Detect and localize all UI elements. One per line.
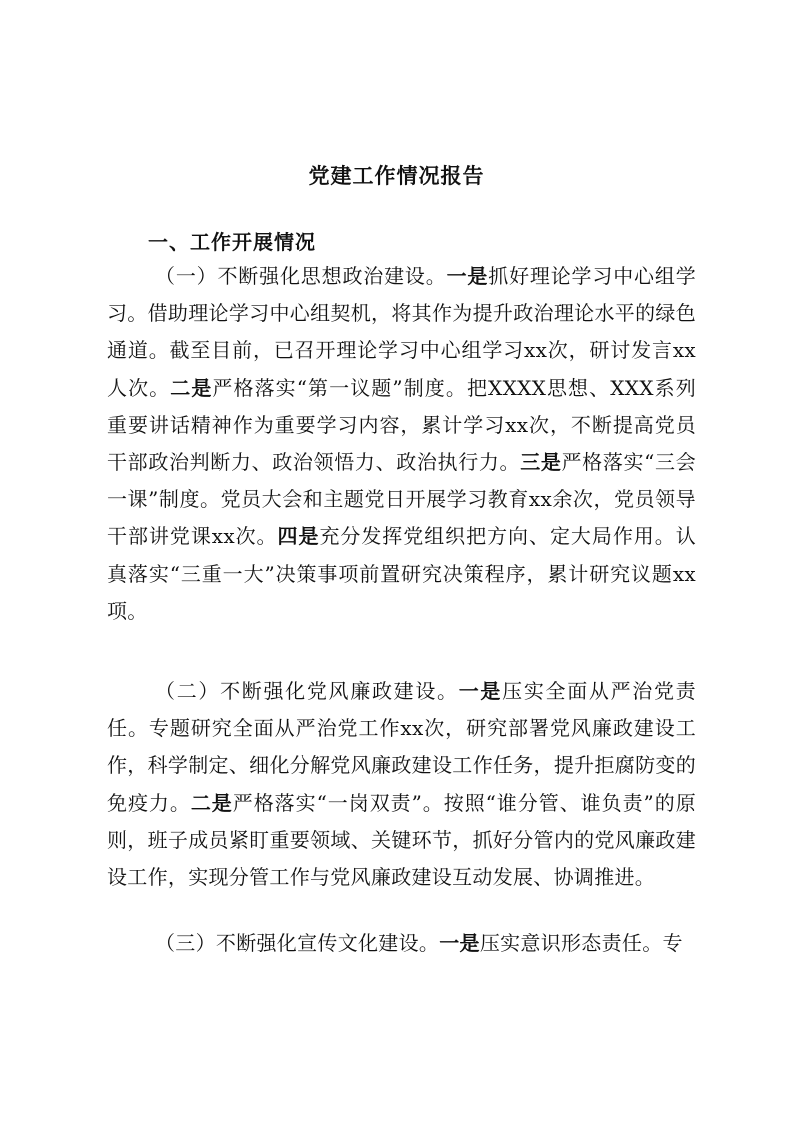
section-heading: 一、工作开展情况 (148, 230, 316, 254)
document-title: 党建工作情况报告 (308, 164, 485, 188)
paragraph-publicity-culture (107, 925, 696, 962)
paragraph-text: 充分发挥党组织把方向、定大局作用。认真落实“三重一大”决策事项前置研究决策程序，累计研究议题xx项。 (107, 524, 696, 623)
paragraph-text: 严格落实“第一议题”制度。把XXXX思想、XXX系列重要讲话精神作为重要学习内容，累计学习xx次，不断提高党员干部政治判断力、政治领悟力、政治执行力。 (107, 375, 696, 475)
emphasis-label: 二是 (190, 790, 233, 815)
emphasis-label: 三是 (520, 450, 562, 475)
emphasis-label: 四是 (277, 524, 320, 549)
paragraph-integrity-construction (107, 673, 696, 896)
paragraph-text: 严格落实“三会一课”制度。党员大会和主题党日开展学习教育xx余次，党员领导干部讲党课xx次。 (107, 450, 696, 549)
emphasis-label: 一是 (446, 264, 489, 288)
paragraph-text: （二）不断强化党风廉政建设。 (155, 679, 459, 703)
paragraph-text: 严格落实“一岗双责”。按照“谁分管、谁负责”的原则，班子成员紧盯重要领域、关键环节，抓好分管内的党风廉政建设工作，实现分管工作与党风廉政建设互动发展、协调推进。 (107, 790, 696, 890)
paragraph-ideological-construction (107, 258, 696, 630)
paragraph-text: 抓好理论学习中心组学习。借助理论学习中心组契机，将其作为提升政治理论水平的绿色通道。截至目前，已召开理论学习中心组学习xx次，研讨发言xx人次。 (107, 264, 696, 400)
emphasis-label: 一是 (439, 931, 480, 955)
paragraph-text: 压实全面从严治党责任。专题研究全面从严治党工作xx次，研究部署党风廉政建设工作，科学制定、细化分解党风廉政建设工作任务，提升拒腐防变的免疫力。 (107, 679, 696, 815)
paragraph-text: （三）不断强化宣传文化建设。 (155, 931, 440, 955)
paragraph-text: 压实意识形态责任。专 (479, 931, 683, 955)
emphasis-label: 一是 (458, 679, 503, 703)
paragraph-text: （一）不断强化思想政治建设。 (155, 264, 447, 288)
emphasis-label: 二是 (170, 375, 213, 400)
